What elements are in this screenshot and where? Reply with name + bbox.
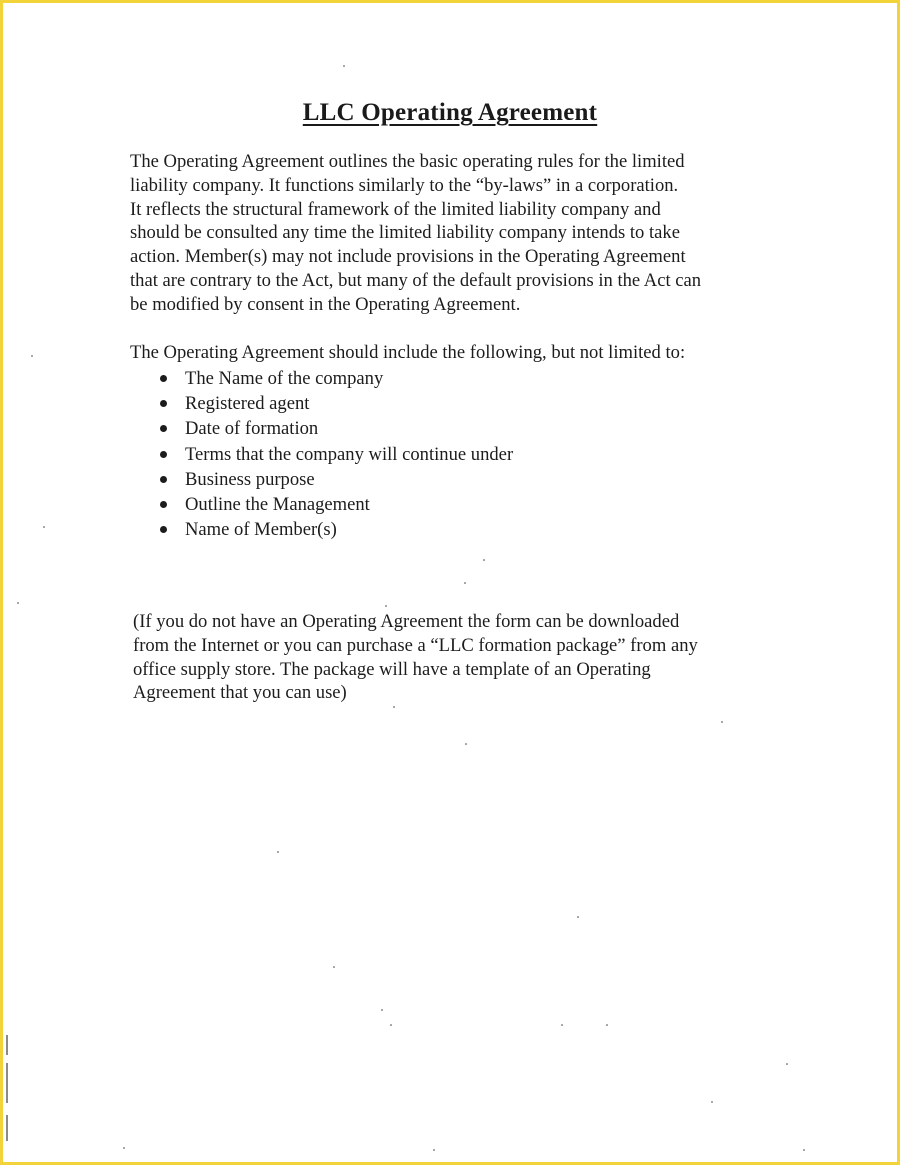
list-item [160, 517, 513, 542]
scan-speck [390, 1024, 392, 1026]
scan-speck [483, 559, 485, 561]
scan-speck [43, 526, 45, 528]
scan-speck [343, 65, 345, 67]
scan-speck [381, 1009, 383, 1011]
bullet-icon [160, 501, 167, 508]
list-item [160, 391, 513, 416]
scan-speck [17, 602, 19, 604]
scan-speck [464, 582, 466, 584]
scan-margin-mark [6, 1063, 8, 1103]
scan-margin-mark [6, 1035, 8, 1055]
intro-paragraph [130, 150, 790, 317]
intro-line: It reflects the structural framework of the limited liability company and [130, 198, 661, 220]
bullet-icon [160, 425, 167, 432]
scan-speck [577, 916, 579, 918]
intro-line: that are contrary to the Act, but many of the default provisions in the Act can [130, 269, 702, 291]
list-lead-text: The Operating Agreement should include the following, but not limited to: [130, 342, 686, 363]
note-line: Agreement that you can use) [133, 682, 347, 704]
note-paragraph [133, 610, 793, 705]
list-item [160, 467, 513, 492]
bullet-icon [160, 375, 167, 382]
scan-speck [606, 1024, 608, 1026]
list-item-text: Name of Member(s) [185, 519, 337, 541]
note-line: office supply store. The package will have a template of an Operating [133, 658, 651, 680]
list-item-text: Registered agent [185, 393, 310, 415]
list-item [160, 416, 513, 441]
scan-margin-mark [6, 1115, 8, 1141]
note-line: from the Internet or you can purchase a “LLC formation package” from any [133, 634, 698, 656]
list-item-text: Business purpose [185, 468, 315, 490]
scan-speck [786, 1063, 788, 1065]
bullet-icon [160, 476, 167, 483]
scan-speck [561, 1024, 563, 1026]
bullet-icon [160, 451, 167, 458]
intro-line: liability company. It functions similarly to the “by-laws” in a corporation. [130, 174, 679, 196]
intro-line: The Operating Agreement outlines the basic operating rules for the limited [130, 151, 685, 172]
list-item [160, 366, 513, 391]
intro-line: be modified by consent in the Operating Agreement. [130, 293, 521, 315]
bullet-icon [160, 526, 167, 533]
scan-speck [31, 355, 33, 357]
requirements-list [160, 366, 513, 542]
scan-speck [123, 1147, 125, 1149]
intro-line: should be consulted any time the limited liability company intends to take [130, 222, 680, 244]
list-item-text: Outline the Management [185, 494, 370, 516]
list-item-text: Date of formation [185, 418, 319, 440]
list-item-text: Terms that the company will continue under [185, 443, 514, 465]
note-line: (If you do not have an Operating Agreement the form can be downloaded [133, 611, 680, 632]
list-item-text: The Name of the company [185, 368, 384, 389]
scan-speck [433, 1149, 435, 1151]
bullet-icon [160, 400, 167, 407]
list-item [160, 492, 513, 517]
scan-speck [333, 966, 335, 968]
scan-speck [465, 743, 467, 745]
intro-line: action. Member(s) may not include provisions in the Operating Agreement [130, 246, 686, 268]
document-title: LLC Operating Agreement [302, 99, 598, 126]
scan-speck [803, 1149, 805, 1151]
scan-speck [277, 851, 279, 853]
scan-speck [393, 706, 395, 708]
list-item [160, 442, 513, 467]
scan-speck [385, 605, 387, 607]
scan-speck [721, 721, 723, 723]
scan-speck [711, 1101, 713, 1103]
